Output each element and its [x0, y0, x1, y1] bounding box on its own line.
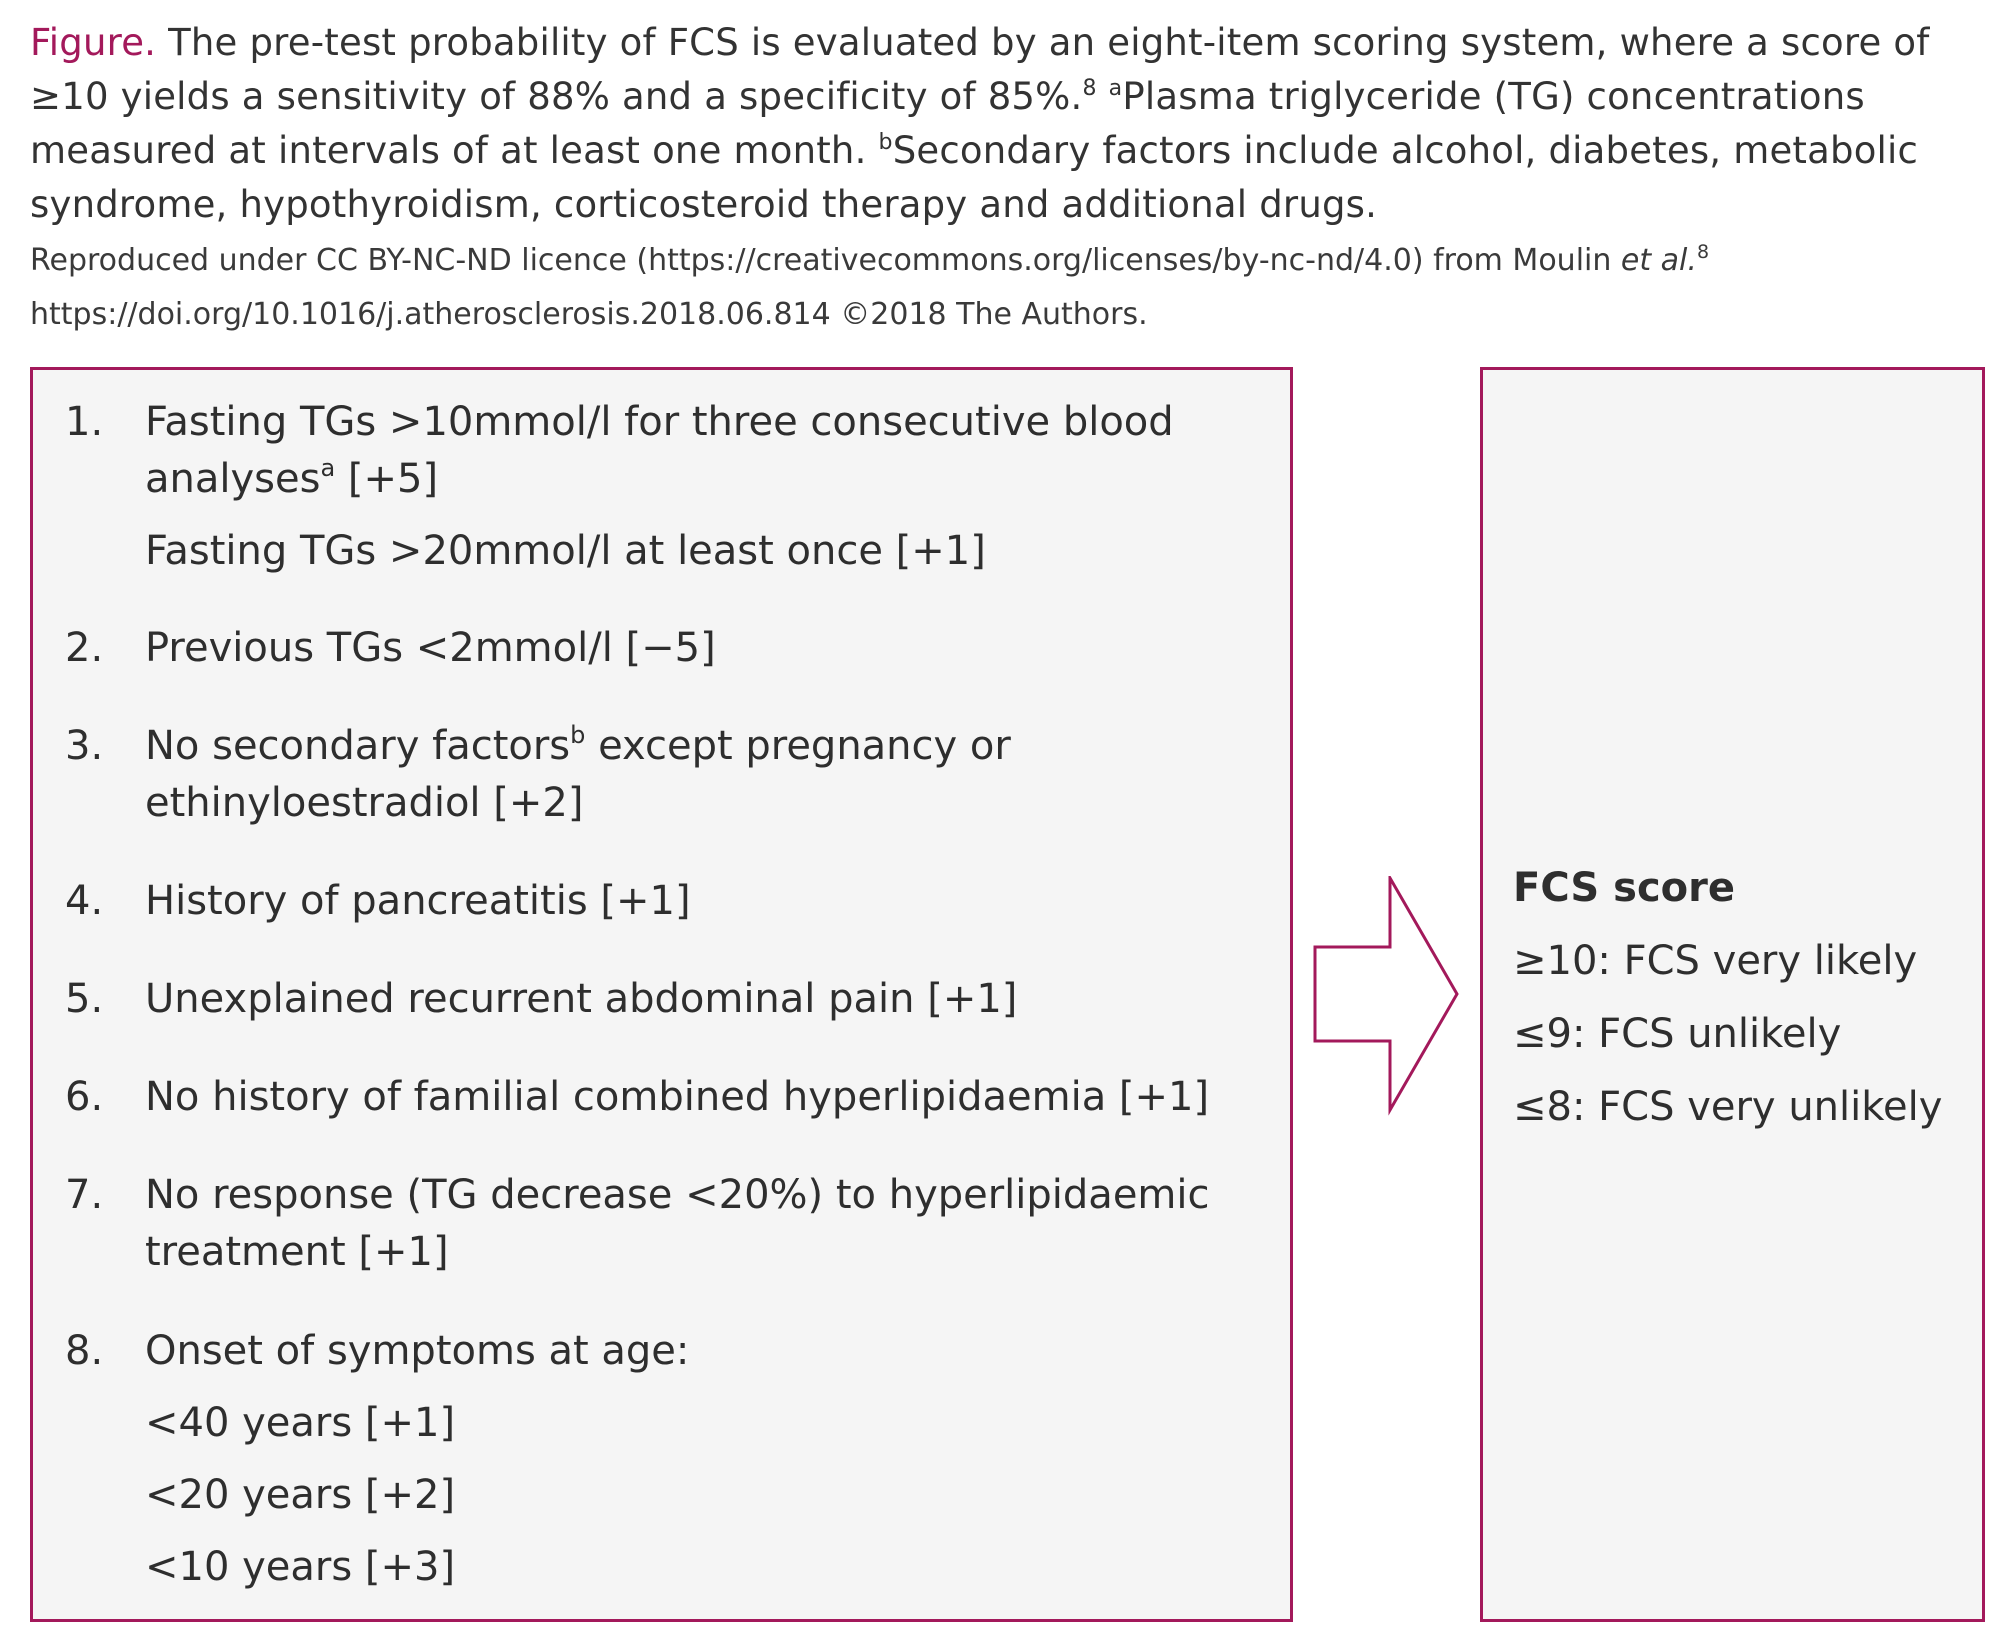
caption-text-1: The pre-test probability of FCS is evaluated by an eight-item scoring system, where a score of ≥10 yields a sensitivity of 88% and a specificity of 85%.: [30, 21, 1930, 118]
criterion-text: No response (TG decrease <20%) to hyperlipidaemic treatment [+1]: [145, 1172, 1210, 1275]
criterion-number: 3.: [65, 723, 104, 769]
criteria-box: [30, 367, 1293, 1622]
arrow-shape: [1315, 878, 1457, 1110]
criterion-number: 2.: [65, 625, 104, 671]
criterion-number: 7.: [65, 1172, 104, 1218]
criterion-text: Unexplained recurrent abdominal pain [+1]: [145, 976, 1018, 1022]
criterion-number: 8.: [65, 1328, 104, 1374]
right-arrow-icon: [1310, 876, 1470, 1116]
criterion-number: 5.: [65, 976, 104, 1022]
criterion-text: [145, 394, 1265, 508]
criterion-8-sub: <20 years [+2]: [145, 1472, 456, 1518]
credit-et-al: et al.: [1620, 243, 1697, 278]
criterion-text: History of pancreatitis [+1]: [145, 878, 691, 924]
criterion-number: 4.: [65, 878, 104, 924]
credit-ref: 8: [1696, 241, 1710, 263]
score-box: [1480, 367, 1985, 1622]
footnote-b-marker: b: [570, 721, 586, 749]
credit-text-1: Reproduced under CC BY-NC-ND licence (https://creativecommons.org/licenses/by-nc-nd/4.0) from Moulin: [30, 243, 1621, 278]
criterion-1-points: [+5]: [335, 456, 439, 502]
caption-text-2: Plasma triglyceride (TG) concentrations measured at intervals of at least one month.: [30, 75, 1865, 172]
criterion-number: 6.: [65, 1074, 104, 1120]
caption-footnote-b-marker: b: [878, 130, 893, 155]
score-line-very-likely: ≥10: FCS very likely: [1513, 938, 1918, 984]
figure-credit: [30, 234, 1980, 342]
score-line-very-unlikely: ≤8: FCS very unlikely: [1513, 1084, 1943, 1130]
criterion-8-sub: <10 years [+3]: [145, 1544, 456, 1590]
criterion-8-sub: <40 years [+1]: [145, 1400, 456, 1446]
criterion-1-text: Fasting TGs >10mmol/l for three consecutive blood analyses: [145, 399, 1174, 502]
footnote-a-marker: a: [320, 454, 336, 482]
criterion-text: Onset of symptoms at age:: [145, 1328, 690, 1374]
caption-text-3: Secondary factors include alcohol, diabetes, metabolic syndrome, hypothyroidism, corticosteroid therapy and additional drugs.: [30, 129, 1919, 226]
criterion-1-sub: Fasting TGs >20mmol/l at least once [+1]: [145, 528, 986, 574]
score-title: FCS score: [1513, 865, 1736, 911]
criterion-text: Previous TGs <2mmol/l [−5]: [145, 625, 716, 671]
caption-ref: 8: [1082, 76, 1097, 101]
criterion-3-text: No secondary factors: [145, 723, 571, 769]
criterion-number: 1.: [65, 399, 104, 445]
criterion-3-rest: except pregnancy or ethinyloestradiol [+2]: [145, 723, 1011, 826]
criterion-text: No history of familial combined hyperlipidaemia [+1]: [145, 1074, 1210, 1120]
caption-label: Figure.: [30, 21, 157, 64]
credit-text-2: https://doi.org/10.1016/j.atherosclerosis.2018.06.814 ©2018 The Authors.: [30, 297, 1148, 332]
score-line-unlikely: ≤9: FCS unlikely: [1513, 1011, 1842, 1057]
criterion-text: [145, 718, 1105, 832]
figure-caption: [30, 16, 1980, 232]
caption-footnote-a-marker: a: [1108, 76, 1123, 101]
